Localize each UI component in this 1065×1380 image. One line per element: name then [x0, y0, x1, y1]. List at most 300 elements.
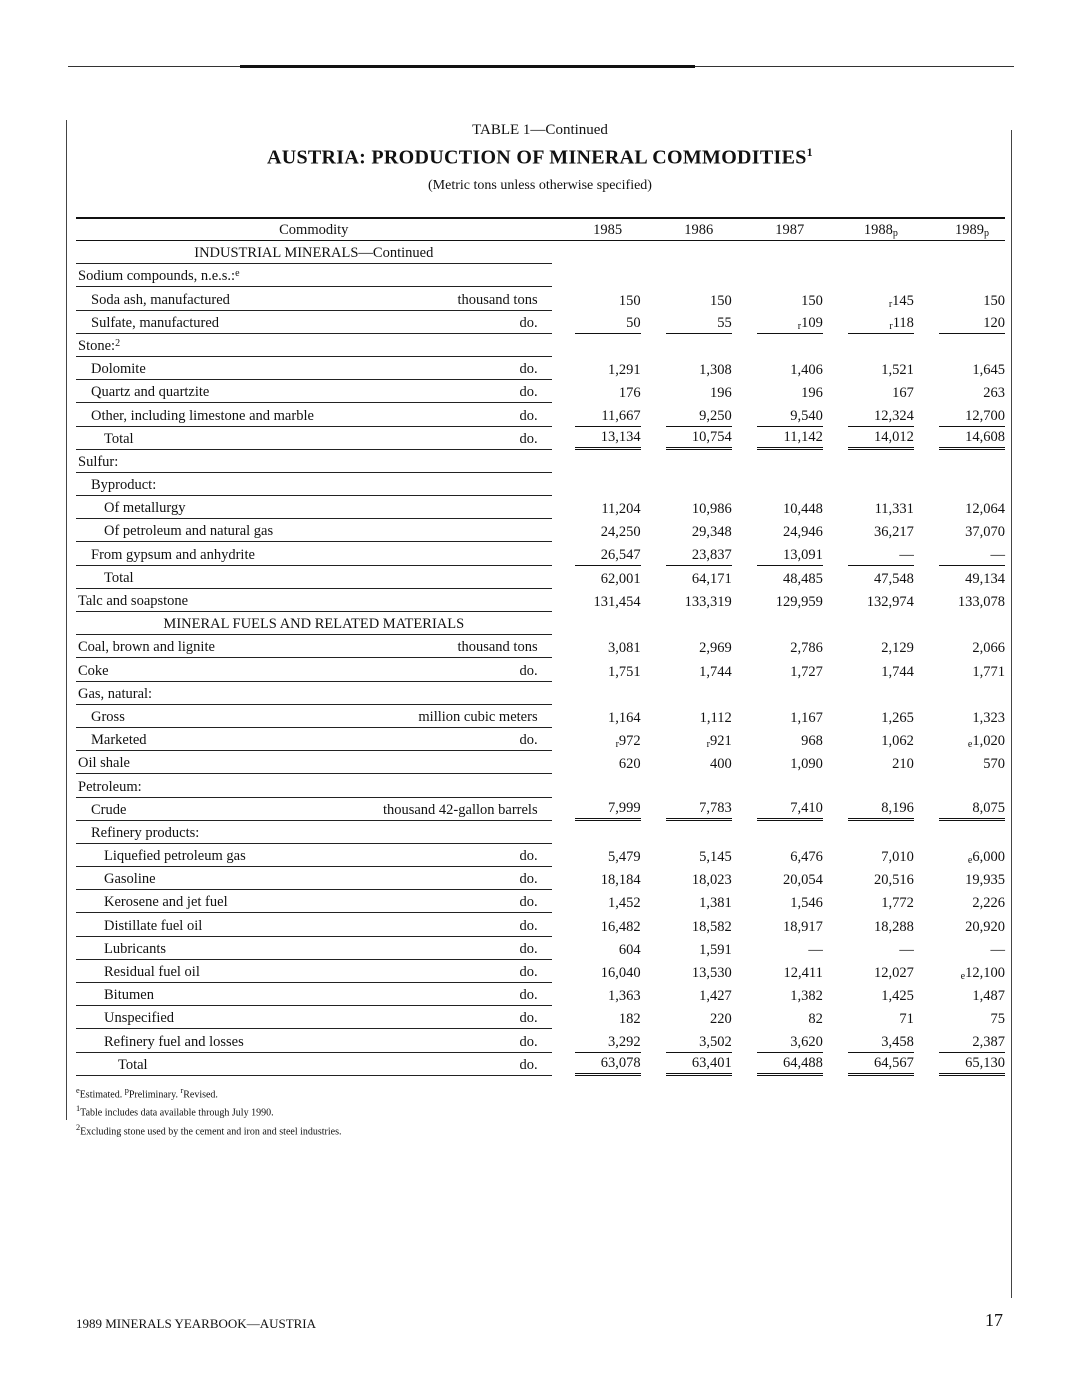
commodity-name: Refinery products:: [91, 824, 200, 841]
value-cell: [666, 821, 732, 844]
commodity-cell: [76, 542, 552, 565]
unit-label: do.: [519, 940, 538, 957]
table-row: [76, 1006, 1005, 1029]
value-text: 20,054: [782, 872, 823, 889]
value-text: 1,291: [608, 362, 641, 379]
commodity-cell: [76, 403, 552, 426]
right-margin-line: [1011, 130, 1012, 1298]
value-text: 1,521: [881, 362, 914, 379]
unit-label: do.: [519, 848, 538, 865]
value-cell: [666, 867, 732, 890]
value-cell: [757, 798, 823, 821]
value-cell: [939, 1053, 1005, 1076]
commodity-name: Kerosene and jet fuel: [104, 894, 228, 911]
commodity-name: Lubricants: [104, 940, 167, 957]
unit-label: thousand tons: [457, 291, 538, 308]
value-text: 1,363: [608, 988, 641, 1005]
value-text: 1,167: [790, 709, 823, 726]
commodity-name: Residual fuel oil: [104, 964, 200, 980]
value-cell: [848, 844, 914, 867]
value-text: 2,226: [972, 895, 1005, 912]
value-cell: [848, 1053, 914, 1076]
value-cell: [757, 589, 823, 612]
unit-label: do.: [519, 361, 538, 378]
value-cell: [757, 264, 823, 287]
unit-label: do.: [519, 987, 538, 1004]
value-cell: [575, 473, 641, 496]
value-text: 2,129: [881, 640, 914, 657]
unit-label: thousand 42-gallon barrels: [382, 801, 538, 818]
value-cell: [575, 1029, 641, 1052]
commodity-cell: [76, 705, 552, 728]
value-cell: [575, 937, 641, 960]
value-cell: [666, 682, 732, 705]
value-text: 1,112: [699, 709, 732, 726]
value-text: 3,458: [881, 1033, 914, 1050]
value-cell: [757, 867, 823, 890]
value-text: 9,540: [790, 407, 823, 424]
page-number: 17: [985, 1310, 1003, 1330]
value-cell: [848, 658, 914, 681]
value-text: 1,744: [881, 663, 914, 680]
value-cell: [757, 751, 823, 774]
unit-label: do.: [519, 662, 538, 679]
value-cell: [666, 241, 732, 264]
value-cell: [666, 519, 732, 542]
commodity-name: MINERAL FUELS AND RELATED MATERIALS: [163, 616, 465, 633]
commodity-cell: [76, 937, 552, 960]
value-cell: [666, 728, 732, 751]
value-text: 1,591: [699, 941, 732, 958]
value-text: 1,645: [972, 362, 1005, 379]
value-cell: [575, 357, 641, 380]
value-text: 150: [618, 292, 641, 309]
value-cell: [939, 844, 1005, 867]
value-text: 10,754: [691, 428, 732, 445]
value-text: 1,771: [972, 663, 1005, 680]
value-text: 12,064: [965, 501, 1005, 518]
value-cell: [848, 960, 914, 983]
value-text: 1,727: [790, 663, 823, 680]
table-row: [76, 774, 1005, 797]
commodity-name: Other, including limestone and marble: [91, 407, 314, 424]
value-text: 604: [618, 941, 641, 958]
commodity-name: Unspecified: [104, 1010, 175, 1027]
unit-label: do.: [519, 894, 538, 911]
value-cell: [666, 287, 732, 310]
value-cell: [848, 867, 914, 890]
table-row: [76, 334, 1005, 357]
value-cell: [848, 357, 914, 380]
value-cell: [939, 821, 1005, 844]
table-row: [76, 798, 1005, 821]
value-cell: [666, 960, 732, 983]
table-row: [76, 937, 1005, 960]
table-row: [76, 658, 1005, 681]
value-cell: [939, 728, 1005, 751]
value-cell: [939, 241, 1005, 264]
value-cell: [939, 427, 1005, 450]
value-cell: [848, 728, 914, 751]
commodity-name: From gypsum and anhydrite: [91, 546, 255, 563]
value-cell: [575, 450, 641, 473]
value-cell: [939, 612, 1005, 635]
value-text: 570: [983, 756, 1005, 773]
value-cell: [848, 774, 914, 797]
value-text: 210: [892, 756, 914, 773]
table-row: [76, 1029, 1005, 1052]
value-text: 400: [710, 756, 732, 773]
value-cell: [939, 913, 1005, 936]
value-text: —: [899, 941, 914, 958]
value-cell: [848, 682, 914, 705]
value-text: 1,427: [699, 988, 732, 1005]
commodity-name: Sulfur:: [78, 453, 119, 470]
value-cell: [575, 1053, 641, 1076]
commodity-name: Oil shale: [78, 755, 130, 772]
commodity-cell: [76, 844, 552, 867]
top-rule-accent: [240, 65, 695, 68]
value-text: 5,479: [608, 849, 641, 866]
unit-label: do.: [519, 1033, 538, 1050]
value-cell: [666, 1006, 732, 1029]
value-text: 14,012: [874, 428, 914, 445]
value-text: 1,452: [608, 895, 641, 912]
table-row: [76, 983, 1005, 1006]
value-cell: [575, 682, 641, 705]
value-cell: [848, 612, 914, 635]
table-row: [76, 357, 1005, 380]
commodity-name: Sulfate, manufactured: [91, 314, 220, 331]
value-cell: [757, 496, 823, 519]
value-text: 196: [710, 385, 732, 402]
value-text: 19,935: [965, 872, 1005, 889]
value-text: 109: [801, 314, 823, 331]
value-cell: [575, 427, 641, 450]
value-cell: [666, 774, 732, 797]
value-cell: [575, 635, 641, 658]
value-cell: [939, 264, 1005, 287]
value-text: 62,001: [600, 570, 641, 587]
value-cell: [575, 380, 641, 403]
value-text: 1,062: [881, 733, 914, 750]
value-cell: [939, 705, 1005, 728]
value-text: 82: [808, 1011, 823, 1028]
value-cell: [575, 241, 641, 264]
commodity-name: Dolomite: [91, 361, 146, 378]
value-text: 1,772: [881, 895, 914, 912]
commodity-cell: [76, 890, 552, 913]
value-cell: [757, 612, 823, 635]
commodity-name: Quartz and quartzite: [91, 384, 210, 401]
value-text: 26,547: [600, 546, 641, 563]
commodity-cell: [76, 960, 552, 983]
commodity-name: Liquefied petroleum gas: [104, 848, 246, 865]
value-cell: [575, 519, 641, 542]
value-cell: [939, 1006, 1005, 1029]
commodity-cell: [76, 983, 552, 1006]
value-mark: r: [797, 320, 802, 332]
value-cell: [666, 427, 732, 450]
footnote-1: $^1$Table includes data available through July 1990.: [76, 1104, 274, 1119]
value-text: 13,091: [782, 546, 823, 563]
value-mark: r: [888, 298, 893, 310]
value-text: 18,582: [691, 918, 732, 935]
value-cell: [848, 473, 914, 496]
value-text: 18,023: [691, 872, 732, 889]
commodity-name: Of petroleum and natural gas: [104, 523, 274, 540]
value-text: 150: [983, 292, 1005, 309]
table-row: [76, 705, 1005, 728]
production-table: [76, 217, 1005, 1076]
value-cell: [666, 357, 732, 380]
commodity-name: Sodium compounds, n.e.s.:: [78, 268, 236, 285]
value-cell: [666, 566, 732, 589]
table-number: TABLE 1—Continued: [472, 122, 608, 138]
value-text: —: [808, 941, 823, 958]
value-text: 12,027: [874, 965, 914, 981]
commodity-cell: [76, 1053, 552, 1076]
value-cell: [848, 1029, 914, 1052]
value-text: 8,196: [881, 799, 914, 816]
table-row: [76, 450, 1005, 473]
value-text: 167: [892, 385, 914, 402]
value-cell: [848, 821, 914, 844]
commodity-cell: [76, 1006, 552, 1029]
value-cell: [575, 913, 641, 936]
commodity-name: Coal, brown and lignite: [78, 639, 215, 656]
table-row: [76, 427, 1005, 450]
value-cell: [939, 658, 1005, 681]
value-cell: [939, 798, 1005, 821]
value-text: 7,010: [881, 849, 914, 866]
header-year: 1985: [593, 222, 623, 238]
table-row: [76, 635, 1005, 658]
value-cell: [757, 705, 823, 728]
unit-label: do.: [519, 314, 538, 331]
table-row: [76, 519, 1005, 542]
commodity-note: e: [235, 268, 240, 280]
unit-label: do.: [519, 384, 538, 401]
value-cell: [939, 473, 1005, 496]
value-text: 129,959: [775, 594, 823, 610]
commodity-cell: [76, 287, 552, 310]
value-text: 24,250: [600, 524, 641, 541]
commodity-cell: [76, 1029, 552, 1052]
value-mark: r: [615, 739, 619, 751]
value-cell: [757, 403, 823, 426]
unit-label: do.: [519, 964, 538, 980]
value-cell: [757, 241, 823, 264]
value-cell: [575, 566, 641, 589]
section-heading-row: [76, 612, 1005, 635]
value-text: 7,999: [608, 799, 641, 816]
value-text: 18,917: [782, 918, 823, 935]
commodity-cell: [76, 728, 552, 751]
value-cell: [575, 728, 641, 751]
value-text: 182: [618, 1011, 641, 1028]
value-cell: [757, 890, 823, 913]
value-text: 47,548: [874, 570, 914, 587]
value-cell: [939, 960, 1005, 983]
value-cell: [757, 311, 823, 334]
commodity-cell: [76, 357, 552, 380]
commodity-name: Crude: [91, 801, 127, 818]
value-cell: [666, 635, 732, 658]
value-cell: [848, 983, 914, 1006]
value-text: 50: [626, 314, 641, 331]
value-text: 3,292: [608, 1033, 641, 1050]
value-cell: [575, 1006, 641, 1029]
unit-label: thousand tons: [457, 639, 538, 656]
value-mark: r: [889, 320, 893, 332]
value-cell: [939, 983, 1005, 1006]
value-cell: [939, 890, 1005, 913]
table-subtitle: (Metric tons unless otherwise specified): [428, 178, 652, 193]
value-cell: [939, 311, 1005, 334]
value-cell: [848, 751, 914, 774]
commodity-cell: [76, 241, 552, 264]
value-cell: [939, 357, 1005, 380]
value-text: 1,090: [790, 756, 823, 773]
value-mark: r: [706, 739, 710, 751]
value-cell: [848, 798, 914, 821]
value-text: 150: [710, 292, 732, 309]
value-cell: [939, 937, 1005, 960]
commodity-cell: [76, 867, 552, 890]
value-cell: [666, 589, 732, 612]
value-text: 131,454: [593, 594, 641, 610]
value-mark: e: [960, 971, 966, 982]
value-text: 921: [710, 733, 732, 750]
section-heading-row: [76, 241, 1005, 264]
table-row: [76, 867, 1005, 890]
value-text: 1,382: [790, 988, 823, 1005]
value-cell: [757, 960, 823, 983]
commodity-note: 2: [115, 337, 121, 349]
value-cell: [757, 983, 823, 1006]
unit-label: do.: [519, 1010, 538, 1027]
value-text: 133,078: [957, 594, 1005, 610]
commodity-name: Coke: [78, 662, 109, 679]
value-cell: [848, 287, 914, 310]
value-cell: [575, 403, 641, 426]
table-row: [76, 821, 1005, 844]
commodity-name: INDUSTRIAL MINERALS—Continued: [194, 245, 434, 262]
value-cell: [939, 751, 1005, 774]
table-row: [76, 264, 1005, 287]
value-text: 7,410: [790, 799, 823, 816]
header-year: 1986: [684, 222, 714, 238]
commodity-cell: [76, 380, 552, 403]
value-cell: [575, 751, 641, 774]
commodity-name: Total: [104, 430, 134, 447]
value-text: 972: [618, 733, 641, 750]
value-cell: [939, 287, 1005, 310]
commodity-cell: [76, 450, 552, 473]
value-text: 16,482: [600, 918, 641, 935]
table-title: AUSTRIA: PRODUCTION OF MINERAL COMMODITIES$^1$: [267, 145, 813, 169]
value-cell: [757, 380, 823, 403]
value-cell: [939, 450, 1005, 473]
value-text: 11,142: [783, 428, 823, 445]
commodity-name: Stone:: [78, 337, 116, 354]
commodity-name: Of metallurgy: [104, 500, 186, 517]
value-text: 1,744: [699, 663, 732, 680]
table-row: [76, 542, 1005, 565]
table-row: [76, 844, 1005, 867]
value-text: 1,164: [608, 709, 641, 726]
value-text: 5,145: [699, 849, 732, 866]
value-cell: [848, 241, 914, 264]
value-cell: [575, 890, 641, 913]
value-text: 7,783: [699, 799, 732, 816]
value-cell: [575, 844, 641, 867]
commodity-name: Petroleum:: [78, 778, 142, 795]
value-text: 11,667: [601, 407, 641, 424]
unit-label: do.: [519, 430, 538, 447]
value-cell: [575, 983, 641, 1006]
value-text: 37,070: [965, 524, 1005, 541]
value-cell: [939, 682, 1005, 705]
table-row: [76, 287, 1005, 310]
table-row: [76, 380, 1005, 403]
value-text: 1,265: [881, 709, 914, 726]
value-text: —: [990, 941, 1005, 958]
commodity-cell: [76, 427, 552, 450]
value-text: 10,448: [782, 501, 823, 518]
value-cell: [848, 427, 914, 450]
value-cell: [939, 542, 1005, 565]
value-cell: [666, 496, 732, 519]
commodity-name: Marketed: [91, 732, 147, 749]
value-cell: [757, 821, 823, 844]
value-cell: [666, 612, 732, 635]
header-year: 1987: [775, 222, 805, 238]
table-body: [76, 241, 1005, 1076]
value-text: 1,546: [790, 895, 823, 912]
value-text: 71: [899, 1011, 914, 1028]
value-text: —: [899, 546, 914, 563]
table-row: [76, 496, 1005, 519]
unit-label: do.: [519, 917, 538, 934]
table-row: [76, 1053, 1005, 1076]
value-text: 48,485: [782, 570, 823, 587]
value-text: 65,130: [965, 1054, 1005, 1071]
value-text: 145: [892, 292, 914, 309]
value-text: 11,204: [601, 501, 641, 518]
value-cell: [939, 1029, 1005, 1052]
value-text: 3,620: [790, 1033, 823, 1050]
value-text: 2,066: [972, 640, 1005, 657]
value-text: 120: [983, 314, 1005, 331]
value-text: 20,516: [874, 872, 914, 889]
value-text: 64,171: [691, 570, 732, 587]
value-cell: [666, 751, 732, 774]
table-header-row: [76, 222, 1005, 241]
value-cell: [939, 635, 1005, 658]
value-cell: [666, 1053, 732, 1076]
value-cell: [575, 589, 641, 612]
value-cell: [575, 821, 641, 844]
commodity-cell: [76, 635, 552, 658]
value-cell: [757, 566, 823, 589]
value-cell: [575, 542, 641, 565]
value-cell: [848, 519, 914, 542]
table-row: [76, 960, 1005, 983]
value-cell: [939, 334, 1005, 357]
table-row: [76, 589, 1005, 612]
